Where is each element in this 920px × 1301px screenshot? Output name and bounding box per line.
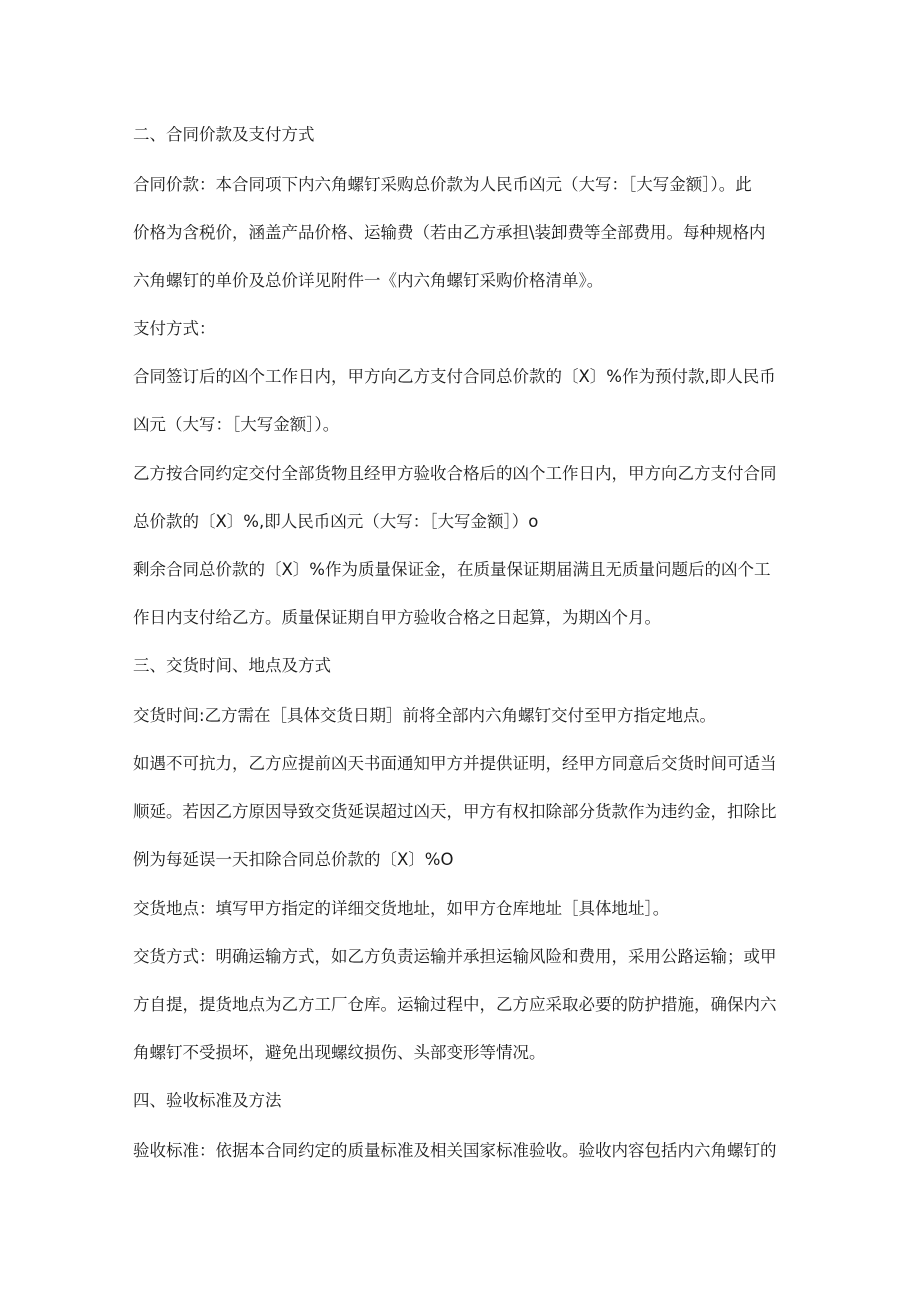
section-heading-acceptance: 四、验收标准及方法 <box>133 1091 282 1110</box>
section-heading-payment: 二、合同价款及支付方式 <box>133 125 315 144</box>
paragraph-line: 价格为含税价，涵盖产品价格、运输费（若由乙方承担\装卸费等全部费用。每种规格内 <box>133 223 766 242</box>
paragraph-line: 支付方式： <box>133 319 216 338</box>
paragraph-line: 作日内支付给乙方。质量保证期自甲方验收合格之日起算，为期凶个月。 <box>133 608 661 627</box>
paragraph-line: 合同签订后的凶个工作日内，甲方向乙方支付合同总价款的〔X〕%作为预付款,即人民币 <box>133 367 776 386</box>
section-heading-delivery: 三、交货时间、地点及方式 <box>133 656 331 675</box>
paragraph-line: 合同价款：本合同项下内六角螺钉采购总价款为人民币凶元（大写：［大写金额］）。此 <box>133 175 752 194</box>
paragraph-line: 交货时间:乙方需在［具体交货日期］前将全部内六角螺钉交付至甲方指定地点。 <box>133 706 717 725</box>
paragraph-line: 剩余合同总价款的〔X〕%作为质量保证金，在质量保证期届满且无质量问题后的凶个工 <box>133 560 771 579</box>
paragraph-line: 总价款的〔X〕%,即人民币凶元（大写：［大写金额］）o <box>133 512 539 531</box>
paragraph-line: 例为每延误一天扣除合同总价款的〔X〕%O <box>133 850 454 869</box>
paragraph-line: 交货方式：明确运输方式，如乙方负责运输并承担运输风险和费用，采用公路运输；或甲 <box>133 947 777 966</box>
paragraph-line: 验收标准：依据本合同约定的质量标准及相关国家标准验收。验收内容包括内六角螺钉的 <box>133 1141 777 1160</box>
paragraph-line: 方自提，提货地点为乙方工厂仓库。运输过程中，乙方应采取必要的防护措施，确保内六 <box>133 995 777 1014</box>
paragraph-line: 角螺钉不受损坏，避免出现螺纹损伤、头部变形等情况。 <box>133 1043 546 1062</box>
paragraph-line: 交货地点：填写甲方指定的详细交货地址，如甲方仓库地址［具体地址］。 <box>133 899 670 918</box>
paragraph-line: 乙方按合同约定交付全部货物且经甲方验收合格后的凶个工作日内，甲方向乙方支付合同 <box>133 464 777 483</box>
paragraph-line: 六角螺钉的单价及总价详见附件一《内六角螺钉采购价格清单》。 <box>133 271 604 290</box>
paragraph-line: 顺延。若因乙方原因导致交货延误超过凶天，甲方有权扣除部分货款作为违约金，扣除比 <box>133 802 777 821</box>
paragraph-line: 凶元（大写：［大写金额］）。 <box>133 415 340 434</box>
paragraph-line: 如遇不可抗力，乙方应提前凶天书面通知甲方并提供证明，经甲方同意后交货时间可适当 <box>133 754 777 773</box>
